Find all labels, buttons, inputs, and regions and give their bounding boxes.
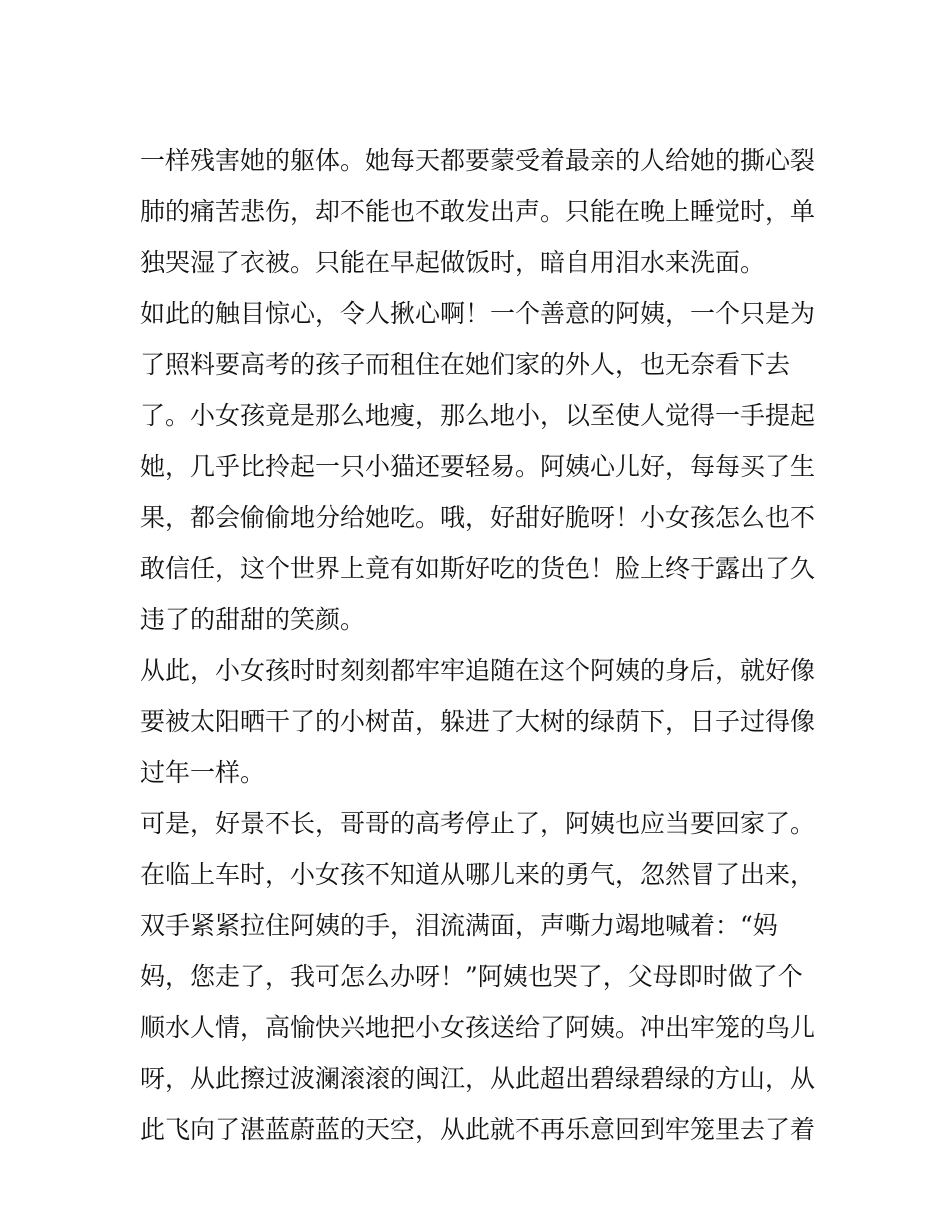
text-line: 此飞向了湛蓝蔚蓝的天空，从此就不再乐意回到牢笼里去了着: [140, 1115, 816, 1144]
text-line: 如此的触目惊心，令人揪心啊！一个善意的阿姨，一个只是为: [140, 299, 816, 328]
text-line: 她，几乎比拎起一只小猫还要轻易。阿姨心儿好，每每买了生: [140, 452, 816, 481]
text-line: 了照料要高考的孩子而租住在她们家的外人，也无奈看下去: [140, 350, 791, 379]
text-line: 了。小女孩竟是那么地瘦，那么地小，以至使人觉得一手提起: [140, 401, 816, 430]
text-line: 违了的甜甜的笑颜。: [140, 605, 366, 634]
text-line: 敢信任，这个世界上竟有如斯好吃的货色！脸上终于露出了久: [140, 554, 816, 583]
text-line: 在临上车时，小女孩不知道从哪儿来的勇气，忽然冒了出来，: [140, 860, 816, 889]
text-line: 要被太阳晒干了的小树苗，躲进了大树的绿荫下，日子过得像: [140, 707, 816, 736]
text-line: 呀，从此擦过波澜滚滚的闽江，从此超出碧绿碧绿的方山，从: [140, 1064, 816, 1093]
text-line: 双手紧紧拉住阿姨的手，泪流满面，声嘶力竭地喊着：“妈: [140, 911, 778, 940]
text-line: 果，都会偷偷地分给她吃。哦，好甜好脆呀！小女孩怎么也不: [140, 503, 816, 532]
text-line: 妈，您走了，我可怎么办呀！”阿姨也哭了，父母即时做了个: [140, 962, 803, 991]
text-line: 可是，好景不长，哥哥的高考停止了，阿姨也应当要回家了。: [140, 809, 816, 838]
text-line: 肺的痛苦悲伤，却不能也不敢发出声。只能在晚上睡觉时，单: [140, 197, 816, 226]
body-text: [140, 135, 820, 1155]
text-line: 从此，小女孩时时刻刻都牢牢追随在这个阿姨的身后，就好像: [140, 656, 816, 685]
text-line: 顺水人情，高愉快兴地把小女孩送给了阿姨。冲出牢笼的鸟儿: [140, 1013, 816, 1042]
text-line: 独哭湿了衣被。只能在早起做饭时，暗自用泪水来洗面。: [140, 248, 766, 277]
text-line: 一样残害她的躯体。她每天都要蒙受着最亲的人给她的撕心裂: [140, 146, 816, 175]
text-line: 过年一样。: [140, 758, 266, 787]
